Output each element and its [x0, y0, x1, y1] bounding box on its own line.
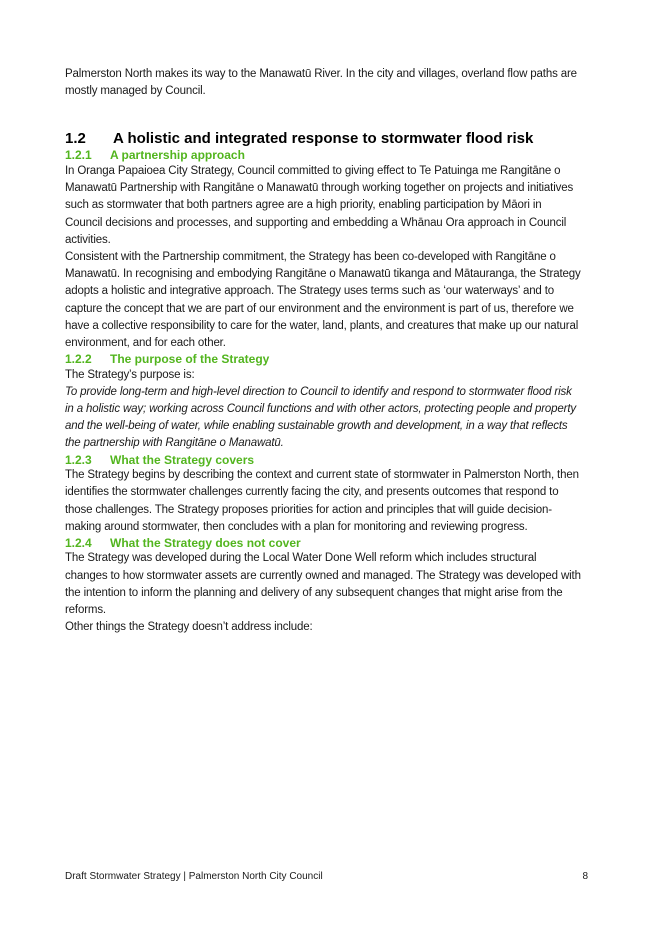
- subsection-number: 1.2.3: [65, 452, 92, 467]
- subsection-heading-1-2-1: [65, 148, 581, 163]
- subsection-title: What the Strategy covers: [110, 452, 255, 467]
- paragraph: The Strategy was developed during the Local Water Done Well reform which includes structural changes to how stormwater assets are currently owned and managed. The Strategy was developed with the intention to inform the planning and delivery of any subsequent changes that might arise from the reforms.: [65, 552, 581, 617]
- intro-paragraph: Palmerston North makes its way to the Manawatū River. In the city and villages, overland flow paths are mostly managed by Council.: [65, 68, 577, 98]
- page-number: 8: [582, 871, 588, 882]
- paragraph: The Strategy’s purpose is:: [65, 368, 195, 381]
- subsection-heading-1-2-4: [65, 536, 581, 551]
- subsection-number: 1.2.2: [65, 352, 92, 367]
- paragraph: In Oranga Papaioea City Strategy, Council committed to giving effect to Te Patuinga me Rangitāne o Manawatū Partnership with Rangitāne o Manawatū through working together on projects and initiatives such as stormwater that both partners agree are a high priority, enabling participation by Māori in Council decisions and processes, and supporting and embedding a Whānau Ora approach in Council activities.: [65, 164, 574, 246]
- purpose-statement: To provide long-term and high-level direction to Council to identify and respond to stormwater flood risk in a holistic way; working across Council functions and with other actors, protecting people and property and the well-being of water, while enabling sustainable growth and development, in a way that reflects the partnership with Rangitāne o Manawatū.: [65, 385, 576, 450]
- footer-title: Draft Stormwater Strategy | Palmerston North City Council: [65, 871, 323, 882]
- subsection-number: 1.2.4: [65, 535, 92, 550]
- paragraph: Consistent with the Partnership commitment, the Strategy has been co-developed with Rangitāne o Manawatū. In recognising and embodying Rangitāne o Manawatū tikanga and Mātauranga, the Strategy adopts a holistic and integrative approach. The Strategy uses terms such as ‘our waterways’ and to capture the concept that we are part of our environment and the environment is part of us, therefore we have a collective responsibility to care for the water, land, plants, and creatures that make up our natural environment, and for each other.: [65, 250, 581, 349]
- subsection-number: 1.2.1: [65, 148, 92, 163]
- subsection-heading-1-2-3: [65, 453, 581, 468]
- subsection-heading-1-2-2: [65, 352, 581, 367]
- subsection-title: The purpose of the Strategy: [110, 352, 270, 367]
- paragraph: Other things the Strategy doesn’t address include:: [65, 621, 313, 634]
- section-number: 1.2: [65, 130, 86, 148]
- page-content: [65, 66, 581, 636]
- page-footer: [65, 871, 588, 883]
- paragraph: The Strategy begins by describing the context and current state of stormwater in Palmerston North, then identifies the stormwater challenges currently facing the city, and presents outcomes that respond to those challenges. The Strategy proposes priorities for action and principles that will guide decision-making around stormwater, then concludes with a plan for monitoring and reviewing progress.: [65, 469, 579, 533]
- section-heading-1-2: [65, 130, 581, 148]
- subsection-title: What the Strategy does not cover: [110, 535, 301, 550]
- section-title: A holistic and integrated response to stormwater flood risk: [113, 130, 534, 148]
- subsection-title: A partnership approach: [110, 148, 245, 163]
